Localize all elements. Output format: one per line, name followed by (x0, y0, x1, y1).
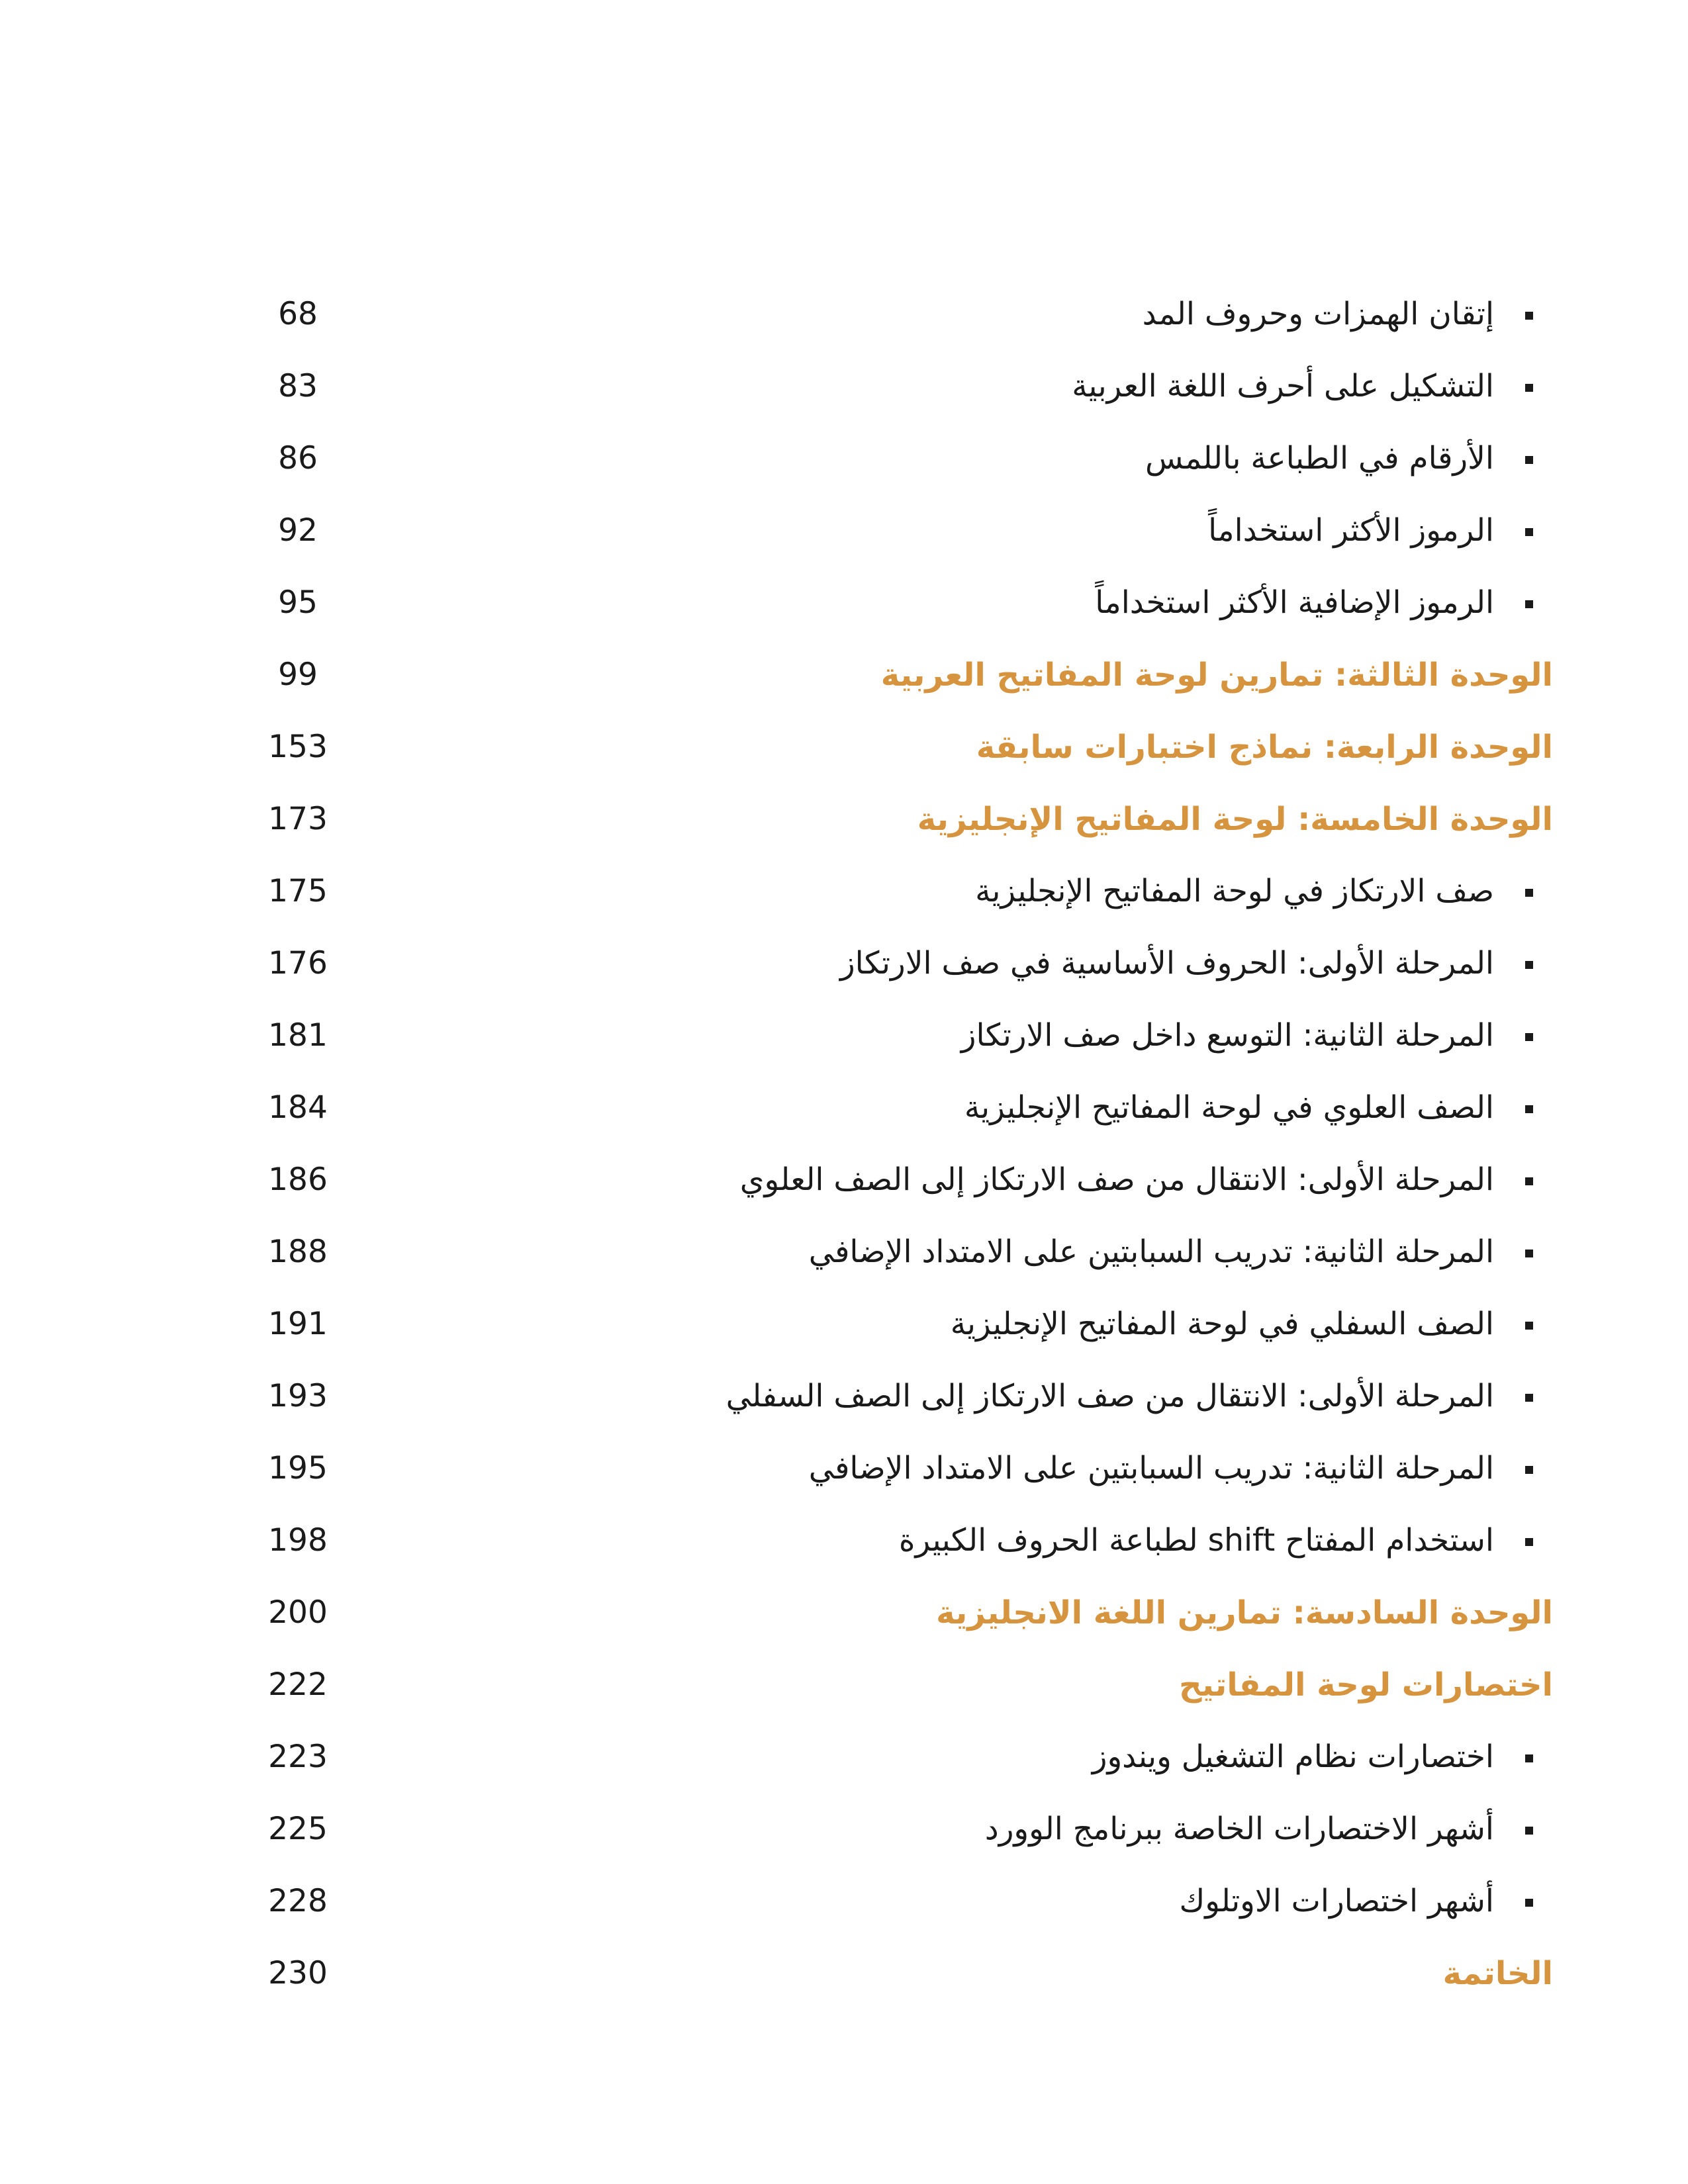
toc-page-number: 225 (268, 1811, 328, 1847)
bullet-square-icon (1525, 1105, 1533, 1113)
toc-entry-title: التشكيل على أحرف اللغة العربية (1072, 368, 1494, 404)
toc-unit-title: الخاتمة (1442, 1955, 1553, 1992)
bullet-square-icon (1525, 961, 1533, 969)
bullet-square-icon (1525, 528, 1533, 536)
bullet-square-icon (1525, 1394, 1533, 1402)
toc-entry-title: استخدام المفتاح shift لطباعة الحروف الكبيرة (898, 1522, 1494, 1559)
toc-entry (0, 1081, 1688, 1134)
toc-unit-title: اختصارات لوحة المفاتيح (1179, 1666, 1553, 1704)
bullet-square-icon (1525, 1538, 1533, 1546)
toc-page-number: 228 (268, 1883, 328, 1919)
toc-entry (0, 360, 1688, 413)
toc-page-number: 175 (268, 873, 328, 909)
toc-entry (0, 1154, 1688, 1206)
toc-page-number: 173 (268, 801, 328, 837)
toc-unit-heading (0, 1947, 1688, 2000)
toc-entry-title: أشهر الاختصارات الخاصة ببرنامج الوورد (984, 1811, 1494, 1847)
toc-page-number: 198 (268, 1522, 328, 1559)
toc-page-number: 83 (278, 368, 318, 404)
bullet-square-icon (1525, 384, 1533, 392)
toc-unit-title: الوحدة السادسة: تمارين اللغة الانجليزية (936, 1594, 1553, 1631)
bullet-square-icon (1525, 1899, 1533, 1907)
toc-unit-title: الوحدة الرابعة: نماذج اختبارات سابقة (976, 729, 1553, 766)
toc-page-number: 153 (268, 729, 328, 765)
toc-unit-title: الوحدة الخامسة: لوحة المفاتيح الإنجليزية (917, 801, 1553, 838)
toc-entry-title: المرحلة الأولى: الانتقال من صف الارتكاز إلى الصف العلوي (739, 1161, 1494, 1198)
bullet-square-icon (1525, 1827, 1533, 1835)
toc-entry-title: اختصارات نظام التشغيل ويندوز (1092, 1739, 1494, 1775)
toc-entry-title: الأرقام في الطباعة باللمس (1145, 440, 1494, 477)
toc-entry-title: صف الارتكاز في لوحة المفاتيح الإنجليزية (975, 873, 1494, 909)
toc-page-number: 184 (268, 1089, 328, 1126)
toc-entry (0, 1803, 1688, 1856)
toc-entry-title: الصف العلوي في لوحة المفاتيح الإنجليزية (964, 1089, 1494, 1126)
toc-page-number: 68 (278, 296, 318, 332)
toc-page-number: 186 (268, 1161, 328, 1198)
toc-unit-heading (0, 649, 1688, 702)
toc-entry (0, 1009, 1688, 1062)
toc-entry (0, 504, 1688, 557)
toc-page-number: 200 (268, 1594, 328, 1631)
toc-page-number: 86 (278, 440, 318, 477)
bullet-square-icon (1525, 1754, 1533, 1762)
toc-page-number: 193 (268, 1378, 328, 1414)
toc-unit-heading (0, 1586, 1688, 1639)
toc-entry-title: المرحلة الأولى: الانتقال من صف الارتكاز إلى الصف السفلي (726, 1378, 1494, 1414)
toc-unit-heading (0, 793, 1688, 846)
toc-entry-title: المرحلة الثانية: تدريب السبابتين على الامتداد الإضافي (808, 1234, 1494, 1270)
toc-page-number: 188 (268, 1234, 328, 1270)
toc-entry (0, 1875, 1688, 1928)
toc-page-number: 191 (268, 1306, 328, 1342)
bullet-square-icon (1525, 1250, 1533, 1257)
toc-page-number: 222 (268, 1666, 328, 1703)
toc-entry (0, 1370, 1688, 1423)
toc-unit-title: الوحدة الثالثة: تمارين لوحة المفاتيح العربية (880, 657, 1553, 694)
toc-entry (0, 1442, 1688, 1495)
bullet-square-icon (1525, 600, 1533, 608)
toc-entry-title: الصف السفلي في لوحة المفاتيح الإنجليزية (950, 1306, 1494, 1342)
toc-unit-heading (0, 721, 1688, 774)
toc-entry (0, 432, 1688, 485)
toc-page-number: 95 (278, 584, 318, 621)
toc-entry (0, 937, 1688, 990)
toc-page-number: 223 (268, 1739, 328, 1775)
toc-entry (0, 1731, 1688, 1784)
toc-entry-title: الرموز الأكثر استخداماً (1208, 512, 1494, 549)
toc-entry (0, 576, 1688, 629)
toc-page-number: 195 (268, 1450, 328, 1486)
toc-entry-title: أشهر اختصارات الاوتلوك (1179, 1883, 1494, 1919)
toc-page-number: 92 (278, 512, 318, 549)
toc-entry-title: المرحلة الأولى: الحروف الأساسية في صف الارتكاز (839, 945, 1494, 981)
toc-entry-title: المرحلة الثانية: تدريب السبابتين على الامتداد الإضافي (808, 1450, 1494, 1486)
toc-page-number: 99 (278, 657, 318, 693)
toc-page-number: 181 (268, 1017, 328, 1054)
toc-page-number: 176 (268, 945, 328, 981)
toc-entry-title: الرموز الإضافية الأكثر استخداماً (1095, 584, 1494, 621)
toc-unit-heading (0, 1659, 1688, 1711)
toc-entry (0, 288, 1688, 341)
bullet-square-icon (1525, 1033, 1533, 1041)
bullet-square-icon (1525, 312, 1533, 320)
bullet-square-icon (1525, 1322, 1533, 1330)
toc-entry (0, 1226, 1688, 1279)
bullet-square-icon (1525, 1177, 1533, 1185)
bullet-square-icon (1525, 456, 1533, 464)
toc-page-number: 230 (268, 1955, 328, 1991)
toc-entry (0, 1514, 1688, 1567)
toc-entry (0, 865, 1688, 918)
toc-entry-title: المرحلة الثانية: التوسع داخل صف الارتكاز (961, 1017, 1494, 1054)
bullet-square-icon (1525, 1466, 1533, 1474)
toc-entry-title: إتقان الهمزات وحروف المد (1142, 296, 1494, 332)
toc-entry (0, 1298, 1688, 1351)
bullet-square-icon (1525, 889, 1533, 897)
